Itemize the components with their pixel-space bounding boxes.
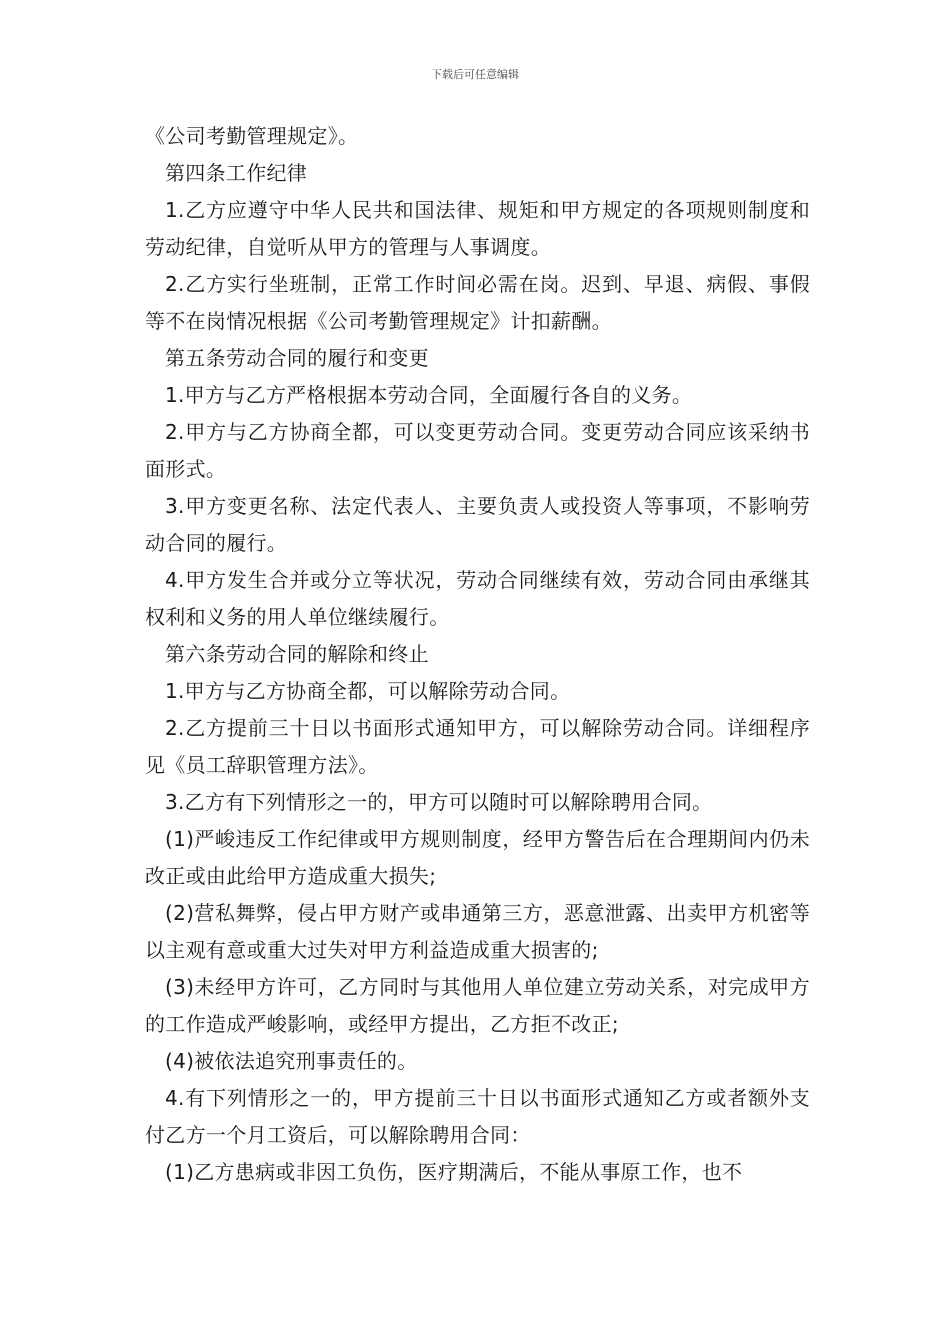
paragraph: 2.乙方实行坐班制，正常工作时间必需在岗。迟到、早退、病假、事假等不在岗情况根据《公司考勤管理规定》计扣薪酬。	[145, 272, 810, 333]
paragraph: 2.乙方提前三十日以书面形式通知甲方，可以解除劳动合同。详细程序见《员工辞职管理方法》。	[145, 716, 810, 777]
paragraph: 4.甲方发生合并或分立等状况，劳动合同继续有效，劳动合同由承继其权利和义务的用人单位继续履行。	[145, 568, 810, 629]
list-item: (3)未经甲方许可，乙方同时与其他用人单位建立劳动关系，对完成甲方的工作造成严峻影响，或经甲方提出，乙方拒不改正;	[145, 975, 810, 1036]
list-item: (2)营私舞弊，侵占甲方财产或串通第三方，恶意泄露、出卖甲方机密等以主观有意或重大过失对甲方利益造成重大损害的;	[145, 901, 810, 962]
document-body	[145, 118, 810, 1191]
list-item: (4)被依法追究刑事责任的。	[165, 1049, 418, 1073]
list-item: (1)乙方患病或非因工负伤，医疗期满后，不能从事原工作，也不	[165, 1160, 743, 1184]
paragraph: 1.乙方应遵守中华人民共和国法律、规矩和甲方规定的各项规则制度和劳动纪律，自觉听从甲方的管理与人事调度。	[145, 198, 810, 259]
paragraph: 1.甲方与乙方协商全都，可以解除劳动合同。	[165, 679, 571, 703]
page-header-note: 下载后可任意编辑	[431, 68, 519, 81]
section-heading: 第四条工作纪律	[165, 161, 308, 185]
paragraph: 2.甲方与乙方协商全都，可以变更劳动合同。变更劳动合同应该采纳书面形式。	[145, 420, 810, 481]
paragraph: 《公司考勤管理规定》。	[145, 124, 359, 148]
section-heading: 第五条劳动合同的履行和变更	[165, 346, 429, 370]
paragraph: 3.甲方变更名称、法定代表人、主要负责人或投资人等事项，不影响劳动合同的履行。	[145, 494, 810, 555]
paragraph: 3.乙方有下列情形之一的，甲方可以随时可以解除聘用合同。	[165, 790, 713, 814]
paragraph: 1.甲方与乙方严格根据本劳动合同，全面履行各自的义务。	[165, 383, 693, 407]
list-item: (1)严峻违反工作纪律或甲方规则制度，经甲方警告后在合理期间内仍未改正或由此给甲方造成重大损失;	[145, 827, 810, 888]
section-heading: 第六条劳动合同的解除和终止	[165, 642, 429, 666]
paragraph: 4.有下列情形之一的，甲方提前三十日以书面形式通知乙方或者额外支付乙方一个月工资后，可以解除聘用合同：	[145, 1086, 810, 1147]
